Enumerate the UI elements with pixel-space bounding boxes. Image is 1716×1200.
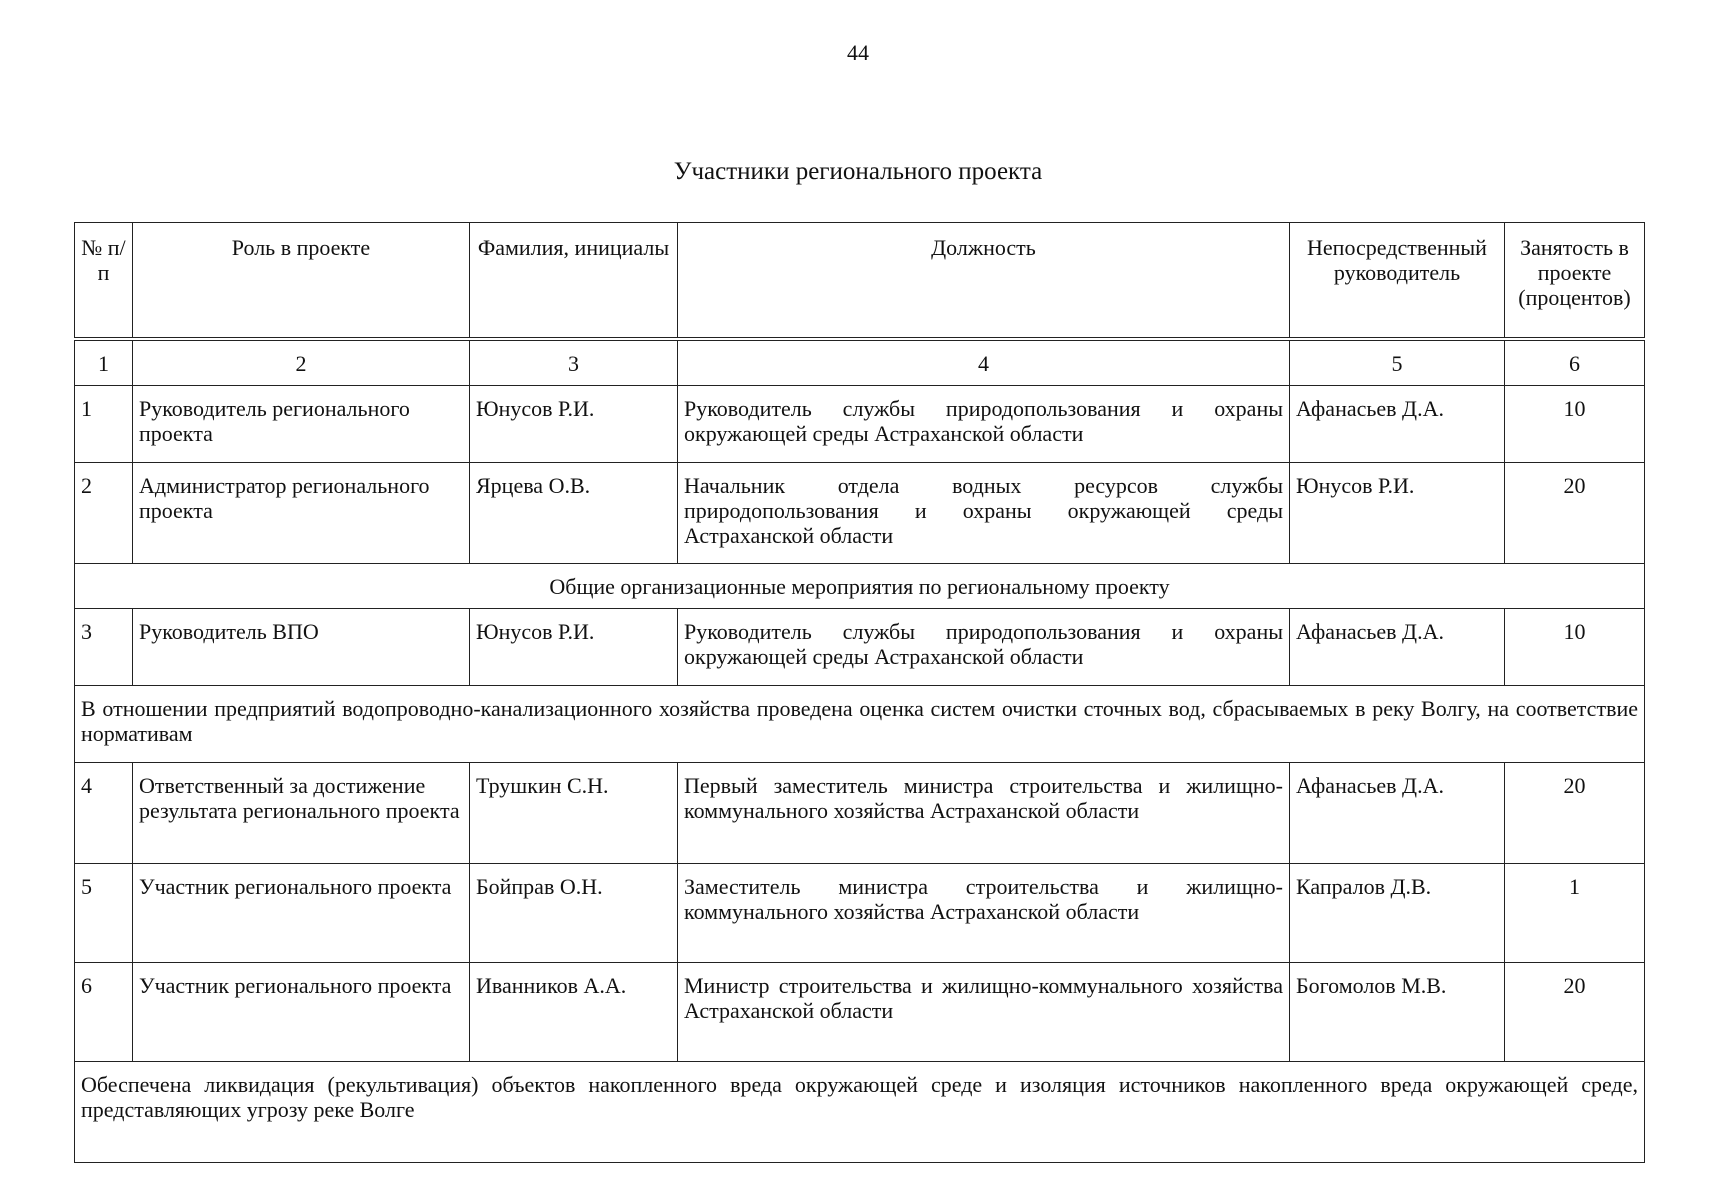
row-position: Начальник отдела водных ресурсов службы природопользования и охраны окружающей среды Астраханской области: [678, 463, 1290, 564]
row-position: Руководитель службы природопользования и охраны окружающей среды Астраханской области: [678, 609, 1290, 686]
row-role: Администратор регионального проекта: [133, 463, 470, 564]
column-number: 2: [133, 339, 470, 386]
page-number: 44: [847, 40, 869, 65]
header-no: № п/п: [75, 223, 133, 340]
column-number: 1: [75, 339, 133, 386]
row-role: Участник регионального проекта: [133, 864, 470, 963]
section-row: [75, 686, 1645, 763]
table-row: [75, 864, 1645, 963]
row-number: 1: [75, 386, 133, 463]
row-manager: Афанасьев Д.А.: [1290, 763, 1505, 864]
table-row: [75, 609, 1645, 686]
page-title: Участники регионального проекта: [673, 158, 1043, 185]
section-heading-water: В отношении предприятий водопроводно-канализационного хозяйства проведена оценка систем очистки сточных вод, сбрасываемых в реку Волгу, на соответствие нормативам: [75, 686, 1645, 763]
row-employment: 10: [1505, 386, 1645, 463]
row-employment: 10: [1505, 609, 1645, 686]
row-name: Юнусов Р.И.: [470, 386, 678, 463]
row-number: 6: [75, 963, 133, 1062]
table-row: [75, 463, 1645, 564]
section-row: [75, 564, 1645, 609]
section-heading-liquidation: Обеспечена ликвидация (рекультивация) объектов накопленного вреда окружающей среде и изоляция источников накопленного вреда окружающей среде, представляющих угрозу реке Волге: [75, 1062, 1645, 1163]
column-number: 5: [1290, 339, 1505, 386]
column-number: 4: [678, 339, 1290, 386]
column-number: 3: [470, 339, 678, 386]
row-role: Руководитель ВПО: [133, 609, 470, 686]
row-manager: Капралов Д.В.: [1290, 864, 1505, 963]
table-row: [75, 763, 1645, 864]
column-number: 6: [1505, 339, 1645, 386]
row-employment: 1: [1505, 864, 1645, 963]
header-role: Роль в проекте: [133, 223, 470, 340]
row-position: Заместитель министра строительства и жилищно-коммунального хозяйства Астраханской области: [678, 864, 1290, 963]
row-employment: 20: [1505, 763, 1645, 864]
header-row: [75, 223, 1645, 340]
row-position: Первый заместитель министра строительства и жилищно-коммунального хозяйства Астраханской области: [678, 763, 1290, 864]
row-role: Участник регионального проекта: [133, 963, 470, 1062]
column-numbers-row: [75, 339, 1645, 386]
table-row: [75, 386, 1645, 463]
row-employment: 20: [1505, 463, 1645, 564]
section-row: [75, 1062, 1645, 1163]
row-position: Министр строительства и жилищно-коммунального хозяйства Астраханской области: [678, 963, 1290, 1062]
row-name: Бойправ О.Н.: [470, 864, 678, 963]
row-name: Ярцева О.В.: [470, 463, 678, 564]
header-employment: Занятость в проекте (процентов): [1505, 223, 1645, 340]
row-role: Ответственный за достижение результата регионального проекта: [133, 763, 470, 864]
row-manager: Афанасьев Д.А.: [1290, 609, 1505, 686]
participants-table: [74, 222, 1645, 1163]
section-heading-general: Общие организационные мероприятия по региональному проекту: [75, 564, 1645, 609]
row-manager: Юнусов Р.И.: [1290, 463, 1505, 564]
header-position: Должность: [678, 223, 1290, 340]
header-name: Фамилия, инициалы: [470, 223, 678, 340]
row-name: Иванников А.А.: [470, 963, 678, 1062]
row-role: Руководитель регионального проекта: [133, 386, 470, 463]
row-number: 5: [75, 864, 133, 963]
row-name: Трушкин С.Н.: [470, 763, 678, 864]
row-position: Руководитель службы природопользования и охраны окружающей среды Астраханской области: [678, 386, 1290, 463]
header-manager: Непосредственный руководитель: [1290, 223, 1505, 340]
row-number: 4: [75, 763, 133, 864]
row-name: Юнусов Р.И.: [470, 609, 678, 686]
row-number: 3: [75, 609, 133, 686]
row-manager: Афанасьев Д.А.: [1290, 386, 1505, 463]
row-employment: 20: [1505, 963, 1645, 1062]
table-row: [75, 963, 1645, 1062]
row-manager: Богомолов М.В.: [1290, 963, 1505, 1062]
row-number: 2: [75, 463, 133, 564]
